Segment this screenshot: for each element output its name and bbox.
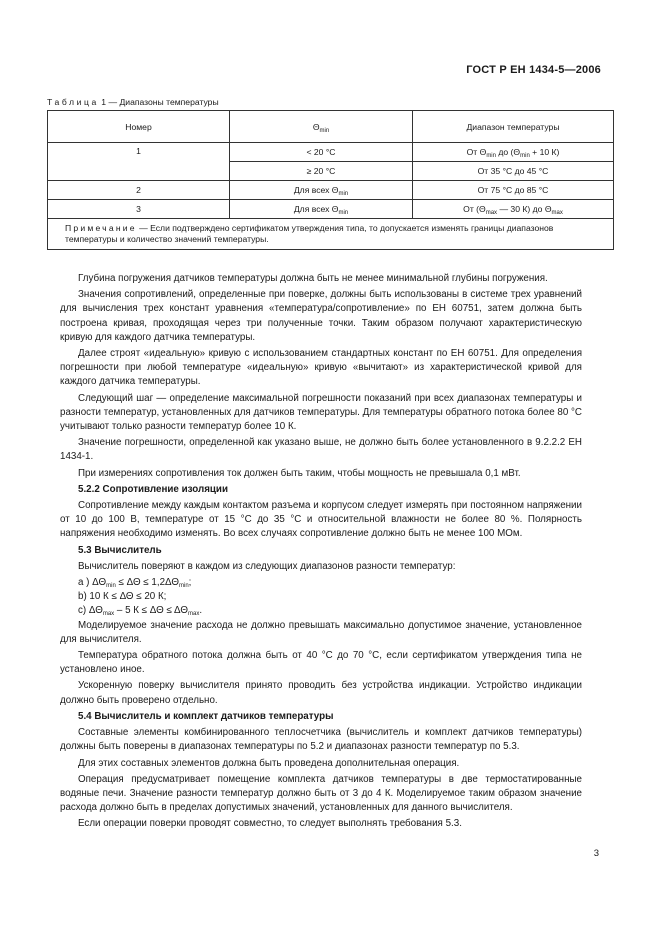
section-heading-5-4: 5.4 Вычислитель и комплект датчиков температуры	[78, 710, 334, 722]
paragraph: Операция предусматривает помещение комплекта датчиков температуры в две термостатированные водяные печи. Значение разности температур должно быть от 3 до 4 К. Моделируемое таким образом значение расхода должно быть в пределах допустимых значений, установленных для данного вычислителя.	[60, 773, 582, 814]
paragraph: Ускоренную поверку вычислителя принято проводить без устройства индикации. Устройство индикации должно быть проверено отдельно.	[60, 680, 582, 706]
header-theta-min	[230, 111, 413, 143]
paragraph: Моделируемое значение расхода не должно превышать максимально допустимое значение, установленное для вычислителя.	[60, 619, 582, 645]
section-heading-5-2-2: 5.2.2 Сопротивление изоляции	[78, 483, 228, 495]
row-range: От ($\Theta_{max}$ — 30 К) до $\Theta_{max}$	[413, 200, 614, 219]
paragraph: Если операции поверки проводят совместно, то следует выполнять требования 5.3.	[78, 818, 462, 830]
table-note-row	[48, 219, 614, 250]
row-theta-min: Для всех $\Theta_{min}$	[230, 181, 413, 200]
paragraph: Глубина погружения датчиков температуры должна быть не менее минимальной глубины погружения.	[78, 273, 548, 284]
temperature-ranges-table	[47, 110, 614, 250]
row-number: 2	[48, 181, 230, 200]
paragraph: Температура обратного потока должна быть от 40 °C до 70 °C, если сертификатом утверждения типа не установлено иное.	[60, 650, 582, 676]
table-note-word: Примечание	[65, 223, 137, 233]
row-number: 1	[48, 143, 230, 181]
header-number: Номер	[48, 111, 230, 143]
paragraph: При измерениях сопротивления ток должен быть таким, чтобы мощность не превышала 0,1 мВт.	[78, 467, 521, 479]
table-note	[48, 219, 614, 250]
header-temperature-range: Диапазон температуры	[413, 111, 614, 143]
paragraph: Значения сопротивлений, определенные при поверке, должны быть использованы в системе трех уравнений для вычисления трех констант уравнения «температура/сопротивление» по ЕН 60751, затем должна быть построена кривая, проходящая через три полученные точки. Таким образом получают характеристическую кривую для каждого датчика температуры.	[60, 289, 582, 343]
row-range: От $\Theta_{min}$ до ($\Theta_{min} + 10$ К)	[413, 143, 614, 162]
table-header-row	[48, 111, 614, 143]
paragraph: Составные элементы комбинированного теплосчетчика (вычислитель и комплект датчиков температуры) должны быть поверены в диапазонах температуры по 5.2 и диапазонах разности температур по 5.3.	[60, 727, 582, 753]
header-theta-symbol: Θ	[312, 121, 320, 132]
table-row	[48, 200, 614, 219]
table-note-text: — Если подтверждено сертификатом утверждения типа, то допускается изменять границы диапазонов температуры и количество значений температуры.	[65, 223, 554, 244]
row-range: От 35 °C до 45 °C	[413, 162, 614, 181]
table-caption-text: 1 — Диапазоны температуры	[98, 97, 219, 107]
list-item: b) 10 К ≤ ΔΘ ≤ 20 К;	[78, 591, 167, 603]
table-row	[48, 143, 614, 162]
paragraph: Следующий шаг — определение максимальной погрешности показаний при всех диапазонах температуры и разности температур, установленных для датчиков температуры. Для температуры обратного потока более 80 °C учитывают только разности температур более 10 К.	[60, 392, 582, 433]
row-theta-min: Для всех $\Theta_{min}$	[230, 200, 413, 219]
paragraph: Для этих составных элементов должна быть проведена дополнительная операция.	[78, 757, 460, 769]
row-theta-min: < 20 °C	[230, 143, 413, 162]
row-number: 3	[48, 200, 230, 219]
list-item: с) $\Delta\Theta_{max} - 5$ $К \le \Delta\Theta \le \Delta\Theta_{max}$.	[78, 605, 203, 618]
paragraph: Значение погрешности, определенной как указано выше, не должно быть более установленного в 9.2.2.2 ЕН 1434-1.	[60, 437, 582, 463]
document-id-header: ГОСТ Р ЕН 1434-5—2006	[466, 64, 601, 76]
table-caption	[47, 97, 219, 107]
row-theta-min: ≥ 20 °C	[230, 162, 413, 181]
paragraph: Далее строят «идеальную» кривую с использованием стандартных констант по ЕН 60751. Для определения погрешности при любой температуре «идеальную» кривую «вычитают» из характеристической кривой для каждого датчика температуры.	[60, 348, 582, 388]
table-row	[48, 181, 614, 200]
header-theta-sub: min	[319, 127, 330, 134]
row-range: От 75 °C до 85 °C	[413, 181, 614, 200]
body-text	[60, 272, 582, 834]
section-heading-5-3: 5.3 Вычислитель	[78, 544, 162, 556]
paragraph: Вычислитель поверяют в каждом из следующих диапазонов разности температур:	[78, 560, 456, 572]
paragraph: Сопротивление между каждым контактом разъема и корпусом следует измерять при постоянном напряжении от 10 до 100 В, температуре от 15 °C до 35 °C и относительной влажности не более 80 %. Полярность напряжения необходимо изменять. Во всех случаях сопротивление должно быть не менее 100 МОм.	[60, 500, 582, 540]
page-number: 3	[593, 848, 599, 859]
list-item: а ) $\Delta\Theta_{min} \le \Delta\Theta \le 1,2\Delta\Theta_{min}$;	[78, 577, 192, 590]
table-caption-word: Таблица	[47, 97, 99, 107]
